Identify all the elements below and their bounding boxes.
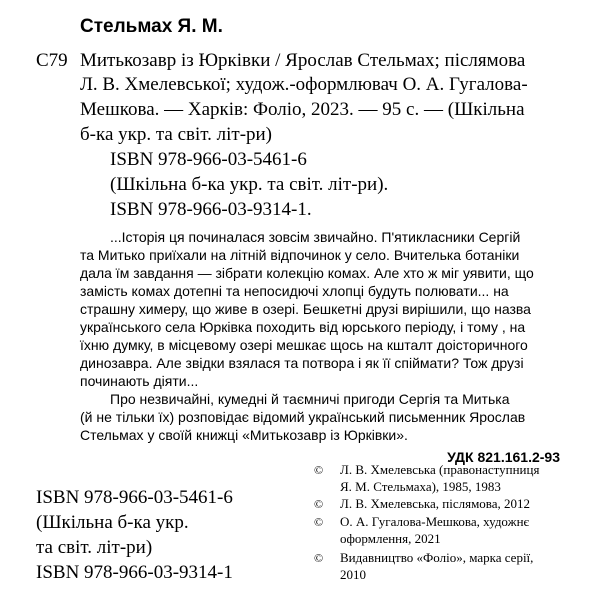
copyright-line: 2010 [340,567,366,582]
annotation-line: починають діяти... [80,373,199,389]
annotation-line: Про незвичайні, кумедні й таємничі пригоди Сергія та Митька [110,391,510,407]
annotation-line: (й не тільки їх) розповідає відомий український письменник Ярослав [80,409,526,425]
bottom-series-line: (Шкільна б-ка укр. [36,512,189,533]
isbn-1: ISBN 978-966-03-5461-6 [110,149,307,170]
biblio-line: б-ка укр. та світ. літ-ри) [80,124,273,145]
biblio-line: Л. В. Хмелевської; худож.-оформлювач О. А. Гугалова- [80,74,528,95]
annotation-line: динозавра. Але звідки взялася та потвора і як її спіймати? Тож друзі [80,355,524,371]
isbn-2: ISBN 978-966-03-9314-1. [110,199,312,220]
copyright-line: оформлення, 2021 [340,531,441,546]
bottom-series-line: та світ. літ-ри) [36,537,153,558]
copyright-line: Л. В. Хмелевська, післямова, 2012 [340,496,531,511]
bottom-isbn-1: ISBN 978-966-03-5461-6 [36,487,233,508]
annotation-line: українського села Юрківка походить від юрського періоду, і тому , на [80,319,526,335]
copyright-icon: © [314,497,324,511]
copyright-line: О. А. Гугалова-Мешкова, художнє [340,514,530,529]
annotation-line: ...Історія ця починалася зовсім звичайно. П'ятикласники Сергій [110,229,521,245]
copyright-line: Л. В. Хмелевська (правонаступниця [340,462,540,477]
annotation-line: страшну химеру, що живе в озері. Бешкетні друзі вирішили, що назва [80,301,531,317]
bottom-isbn-2: ISBN 978-966-03-9314-1 [36,562,233,583]
catalog-code: С79 [36,50,68,71]
annotation-line: їхню думку, в місцевому озері мешкає щось на кшталт доісторичного [80,337,528,353]
annotation-line: Стельмах у своїй книжці «Митькозавр із Юрківки». [80,427,408,443]
annotation-line: та Митько приїхали на літній відпочинок у село. Вчителька ботаніки [80,247,520,263]
copyright-icon: © [314,515,324,529]
copyright-line: Я. М. Стельмаха), 1985, 1983 [340,479,501,494]
udk-code: УДК 821.161.2-93 [447,449,560,465]
copyright-icon: © [314,463,324,477]
annotation-line: замість комах дотепні та непосидючі хлопці будуть полювати... на [80,283,509,299]
biblio-line: Митькозавр із Юрківки / Ярослав Стельмах; післямова [80,50,526,71]
biblio-line: Мешкова. — Харків: Фоліо, 2023. — 95 с. — (Шкільна [80,99,525,120]
copyright-icon: © [314,551,324,565]
annotation-line: дала їм завдання — зібрати колекцію комах. Але хто ж міг уявити, що [80,265,534,281]
author-name: Стельмах Я. М. [80,16,223,37]
copyright-line: Видавництво «Фоліо», марка серії, [340,550,534,565]
series-note: (Шкільна б-ка укр. та світ. літ-ри). [110,174,389,195]
